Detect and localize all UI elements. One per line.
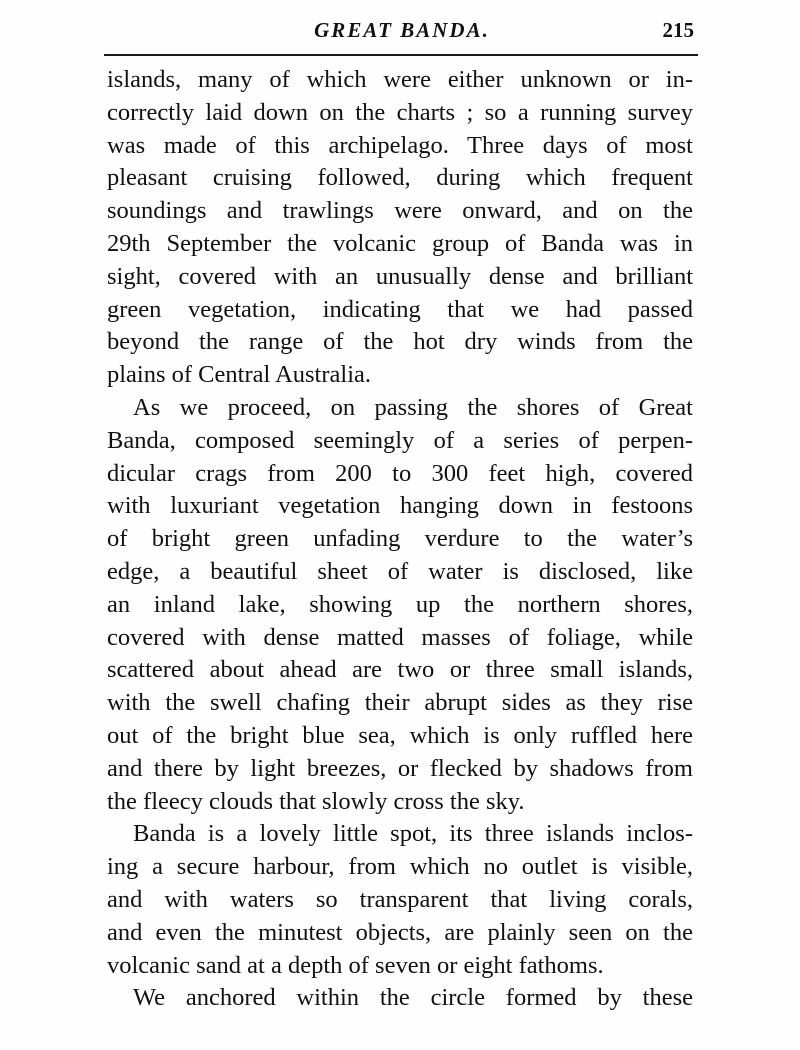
header-rule — [104, 54, 698, 56]
paragraph-end-line: volcanic sand at a depth of seven or eight fathoms. — [107, 951, 604, 979]
text-line: an inland lake, showing up the northern shores, — [107, 590, 693, 618]
paragraph-start-line: We anchored within the circle formed by these — [133, 984, 693, 1012]
text-line: with the swell chafing their abrupt sides as they rise — [107, 689, 693, 717]
text-line: Banda, composed seemingly of a series of perpen- — [107, 426, 693, 454]
paragraph-end-line: plains of Central Australia. — [107, 361, 371, 389]
text-line: scattered about ahead are two or three small islands, — [107, 656, 693, 684]
text-line: and even the minutest objects, are plainly seen on the — [107, 918, 693, 946]
text-line: with luxuriant vegetation hanging down in festoons — [107, 492, 693, 520]
text-line: of bright green unfading verdure to the water’s — [107, 525, 693, 553]
text-line: beyond the range of the hot dry winds from the — [107, 328, 693, 356]
running-title: GREAT BANDA. — [314, 18, 490, 42]
text-line: soundings and trawlings were onward, and on the — [107, 197, 693, 225]
paragraph-end-line: the fleecy clouds that slowly cross the sky. — [107, 787, 525, 815]
text-line: ing a secure harbour, from which no outlet is visible, — [107, 853, 693, 881]
text-line: was made of this archipelago. Three days of most — [107, 131, 693, 159]
text-line: edge, a beautiful sheet of water is disclosed, like — [107, 557, 693, 585]
page-number: 215 — [662, 18, 694, 42]
text-line: green vegetation, indicating that we had passed — [107, 295, 693, 323]
text-line: out of the bright blue sea, which is only ruffled here — [107, 721, 693, 749]
body-text — [107, 64, 693, 1015]
text-line: dicular crags from 200 to 300 feet high, covered — [107, 459, 693, 487]
text-line: and with waters so transparent that living corals, — [107, 885, 693, 913]
paragraph-start-line: As we proceed, on passing the shores of Great — [133, 393, 693, 421]
page-header — [108, 16, 696, 50]
paragraph-start-line: Banda is a lovely little spot, its three islands inclos- — [133, 820, 693, 848]
text-line: covered with dense matted masses of foliage, while — [107, 623, 693, 651]
text-line: correctly laid down on the charts ; so a running survey — [107, 98, 693, 126]
text-line: 29th September the volcanic group of Banda was in — [107, 229, 693, 257]
text-line: islands, many of which were either unknown or in- — [107, 66, 693, 93]
text-line: sight, covered with an unusually dense and brilliant — [107, 262, 693, 290]
text-line: pleasant cruising followed, during which frequent — [107, 164, 693, 192]
text-line: and there by light breezes, or flecked by shadows from — [107, 754, 693, 782]
